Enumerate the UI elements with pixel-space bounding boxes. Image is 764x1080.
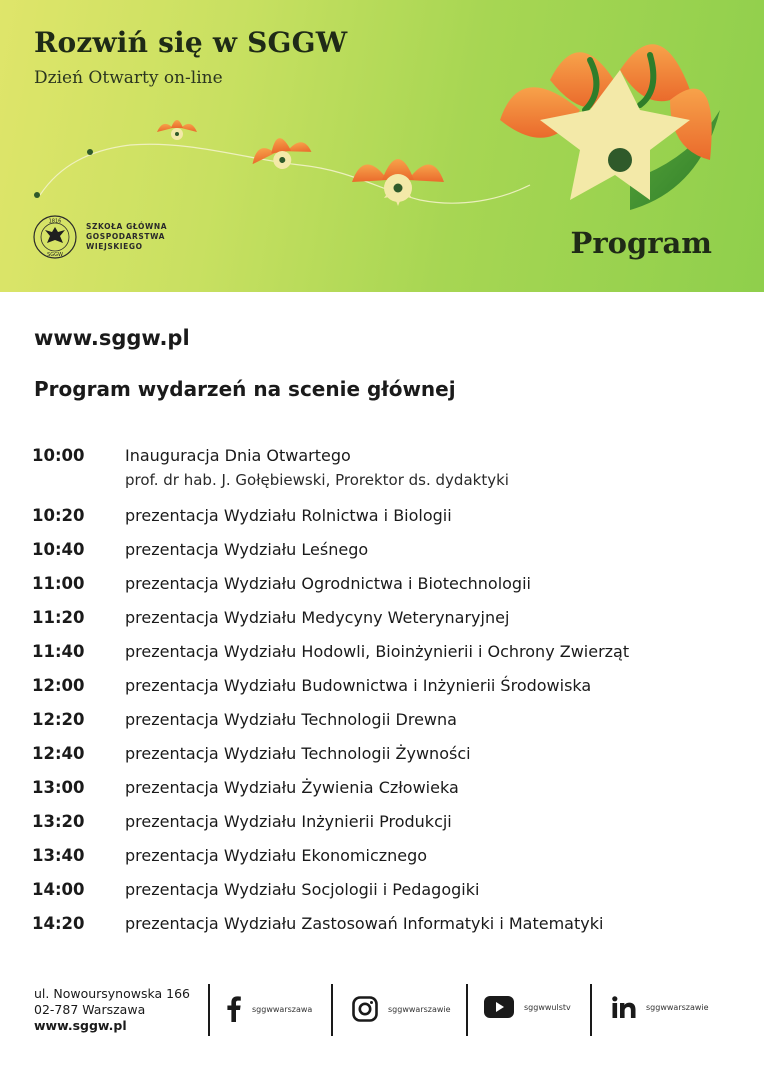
footer-divider [590, 984, 592, 1036]
schedule-time: 11:00 [32, 574, 85, 593]
schedule-desc: prezentacja Wydziału Zastosowań Informatyki i Matematyki [125, 914, 604, 933]
schedule-row [32, 710, 457, 729]
logo-line-2: GOSPODARSTWA [86, 232, 166, 241]
address-street: ul. Nowoursynowska 166 [34, 986, 190, 1001]
schedule-row [32, 676, 591, 695]
university-logo[interactable] [32, 214, 167, 260]
facebook-icon [226, 996, 242, 1022]
program-label: Program [570, 226, 712, 260]
schedule-desc: prezentacja Wydziału Budownictwa i Inżynierii Środowiska [125, 676, 592, 695]
schedule-desc: prezentacja Wydziału Inżynierii Produkcji [125, 812, 452, 831]
schedule-time: 13:40 [32, 846, 85, 865]
schedule-row [32, 846, 427, 865]
social-instagram[interactable] [352, 996, 451, 1022]
page-title: Rozwiń się w SGGW [34, 26, 348, 59]
address-block [34, 986, 190, 1034]
footer-divider [331, 984, 333, 1036]
linkedin-icon [612, 996, 636, 1018]
page-subtitle: Dzień Otwarty on-line [34, 68, 223, 88]
facebook-handle: sggwwarszawa [252, 1004, 313, 1014]
schedule-time: 10:20 [32, 506, 85, 525]
schedule-desc: prezentacja Wydziału Hodowli, Bioinżynierii i Ochrony Zwierząt [125, 642, 630, 661]
schedule-row [32, 540, 368, 559]
footer-divider [466, 984, 468, 1036]
schedule-time: 10:00 [32, 446, 85, 465]
schedule-desc: prezentacja Wydziału Ekonomicznego [125, 846, 428, 865]
seal-year: 1816 [48, 218, 62, 225]
schedule-row [32, 642, 629, 661]
instagram-handle: sggwwarszawie [388, 1004, 451, 1014]
schedule-time: 11:20 [32, 608, 85, 627]
schedule-time: 14:20 [32, 914, 85, 933]
schedule-time: 11:40 [32, 642, 85, 661]
address-city: 02-787 Warszawa [34, 1002, 146, 1017]
header-banner [0, 0, 764, 292]
social-facebook[interactable] [226, 996, 312, 1022]
schedule-desc: prezentacja Wydziału Żywienia Człowieka [125, 778, 459, 797]
logo-text [86, 222, 167, 252]
schedule-time: 12:20 [32, 710, 85, 729]
logo-line-1: SZKOŁA GŁÓWNA [86, 222, 168, 231]
schedule-time: 14:00 [32, 880, 85, 899]
schedule-time: 10:40 [32, 540, 85, 559]
schedule-time: 13:20 [32, 812, 85, 831]
social-linkedin[interactable] [612, 996, 709, 1018]
schedule-note: prof. dr hab. J. Gołębiewski, Prorektor ds. dydaktyki [125, 471, 509, 489]
schedule-row [32, 574, 531, 593]
logo-line-3: WIEJSKIEGO [86, 242, 143, 251]
instagram-icon [352, 996, 378, 1022]
schedule-row [32, 812, 452, 831]
schedule-time: 13:00 [32, 778, 85, 797]
schedule-row [32, 608, 509, 627]
schedule-desc: prezentacja Wydziału Socjologii i Pedagogiki [125, 880, 480, 899]
schedule-desc: prezentacja Wydziału Medycyny Weterynaryjnej [125, 608, 510, 627]
footer [0, 980, 764, 1050]
schedule-row [32, 744, 471, 763]
schedule-row [32, 880, 479, 899]
schedule-row [32, 778, 459, 797]
schedule-desc: prezentacja Wydziału Rolnictwa i Biologii [125, 506, 452, 525]
schedule-time: 12:40 [32, 744, 85, 763]
footer-website-link[interactable]: www.sggw.pl [34, 1018, 127, 1033]
schedule-title: Inauguracja Dnia Otwartego [125, 446, 351, 465]
schedule-desc: prezentacja Wydziału Technologii Drewna [125, 710, 457, 729]
linkedin-handle: sggwwarszawie [646, 1002, 709, 1012]
social-youtube[interactable] [484, 996, 571, 1018]
section-title: Program wydarzeń na scenie głównej [34, 377, 456, 401]
youtube-handle: sggwwulstv [524, 1002, 571, 1012]
footer-divider [208, 984, 210, 1036]
schedule-desc [125, 446, 509, 489]
youtube-icon [484, 996, 514, 1018]
website-link[interactable]: www.sggw.pl [34, 326, 190, 350]
schedule-row [32, 914, 603, 933]
schedule-row [32, 506, 452, 525]
eagle-seal-icon [32, 214, 78, 260]
schedule-row [32, 446, 509, 489]
seal-text: SGGW [47, 252, 63, 258]
schedule-desc: prezentacja Wydziału Technologii Żywności [125, 744, 471, 763]
schedule-desc: prezentacja Wydziału Ogrodnictwa i Biotechnologii [125, 574, 531, 593]
schedule-desc: prezentacja Wydziału Leśnego [125, 540, 369, 559]
schedule-time: 12:00 [32, 676, 85, 695]
